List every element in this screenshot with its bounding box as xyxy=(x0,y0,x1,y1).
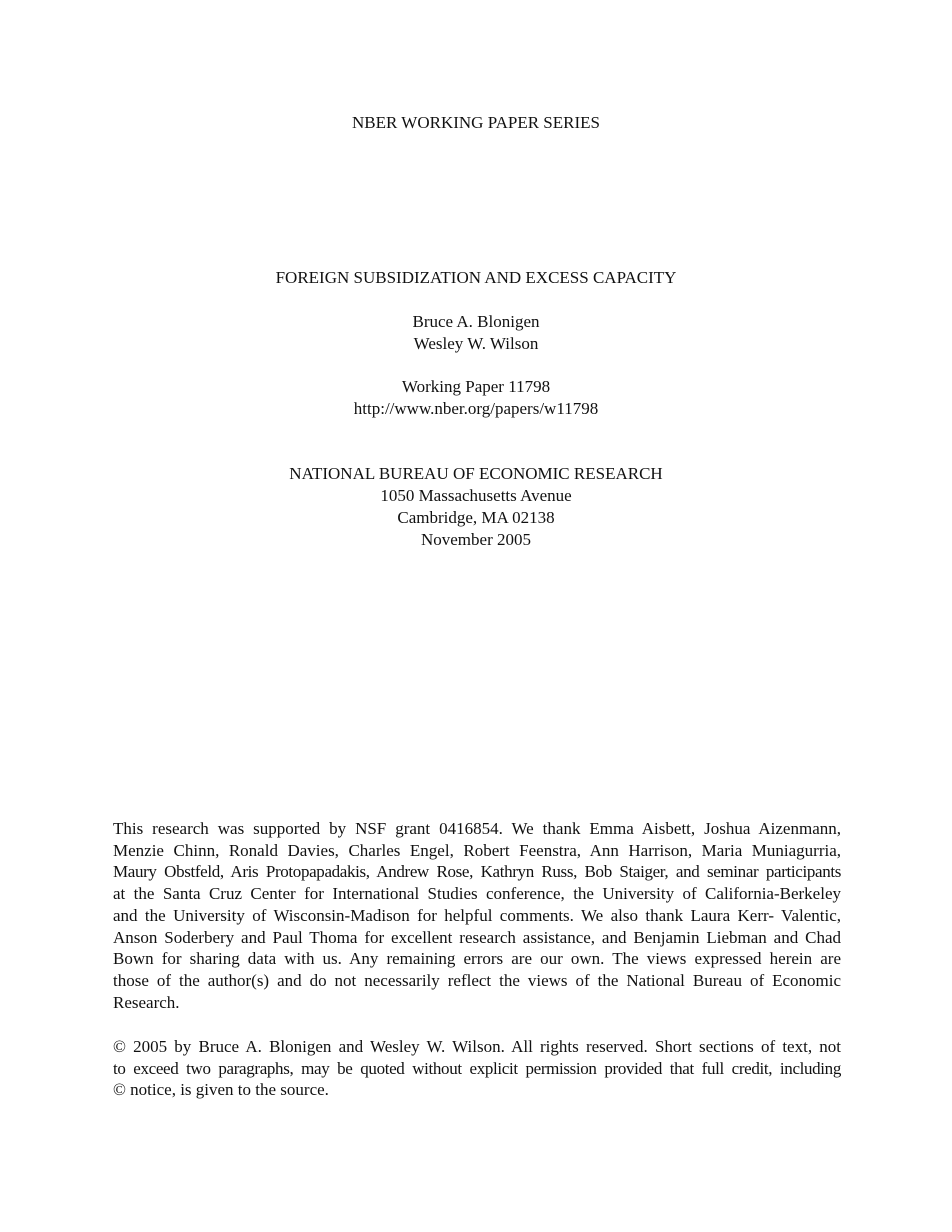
author-name: Wesley W. Wilson xyxy=(413,334,539,353)
paragraph-line: at the Santa Cruz Center for International Studies conference, the University of California-Berkeley xyxy=(113,884,841,904)
paragraph-line: Maury Obstfeld, Aris Protopapadakis, Andrew Rose, Kathryn Russ, Bob Staiger, and seminar participants xyxy=(113,862,841,882)
copyright-notice xyxy=(113,1036,841,1101)
series-heading: NBER WORKING PAPER SERIES xyxy=(352,113,600,132)
paragraph-line: © 2005 by Bruce A. Blonigen and Wesley W. Wilson. All rights reserved. Short sections of text, not xyxy=(113,1037,841,1056)
paper-url: http://www.nber.org/papers/w11798 xyxy=(353,399,599,418)
paragraph-line: Anson Soderbery and Paul Thoma for excellent research assistance, and Benjamin Liebman and Chad xyxy=(113,927,841,947)
paragraph-line: Research. xyxy=(113,992,180,1012)
paragraph-line: This research was supported by NSF grant 0416854. We thank Emma Aisbett, Joshua Aizenmann, xyxy=(113,819,841,838)
paragraph-line: to exceed two paragraphs, may be quoted without explicit permission provided that full credit, including xyxy=(113,1058,841,1078)
working-paper-number: Working Paper 11798 xyxy=(401,377,551,396)
acknowledgement-paragraph xyxy=(113,818,841,1013)
paragraph-line: © notice, is given to the source. xyxy=(113,1080,329,1100)
paragraph-line: those of the author(s) and do not necessarily reflect the views of the National Bureau of Economic xyxy=(113,970,841,990)
paper-title: FOREIGN SUBSIDIZATION AND EXCESS CAPACITY xyxy=(275,268,677,287)
paragraph-line: Menzie Chinn, Ronald Davies, Charles Engel, Robert Feenstra, Ann Harrison, Maria Muniagurria, xyxy=(113,840,841,860)
paragraph-line: Bown for sharing data with us. Any remaining errors are our own. The views expressed herein are xyxy=(113,949,841,969)
publisher-city: Cambridge, MA 02138 xyxy=(397,508,555,527)
publisher-street: 1050 Massachusetts Avenue xyxy=(380,486,572,505)
author-name: Bruce A. Blonigen xyxy=(412,312,540,331)
publication-date: November 2005 xyxy=(420,530,531,549)
publisher-name: NATIONAL BUREAU OF ECONOMIC RESEARCH xyxy=(289,464,663,483)
paragraph-line: and the University of Wisconsin-Madison for helpful comments. We also thank Laura Kerr- Valentic, xyxy=(113,905,841,925)
